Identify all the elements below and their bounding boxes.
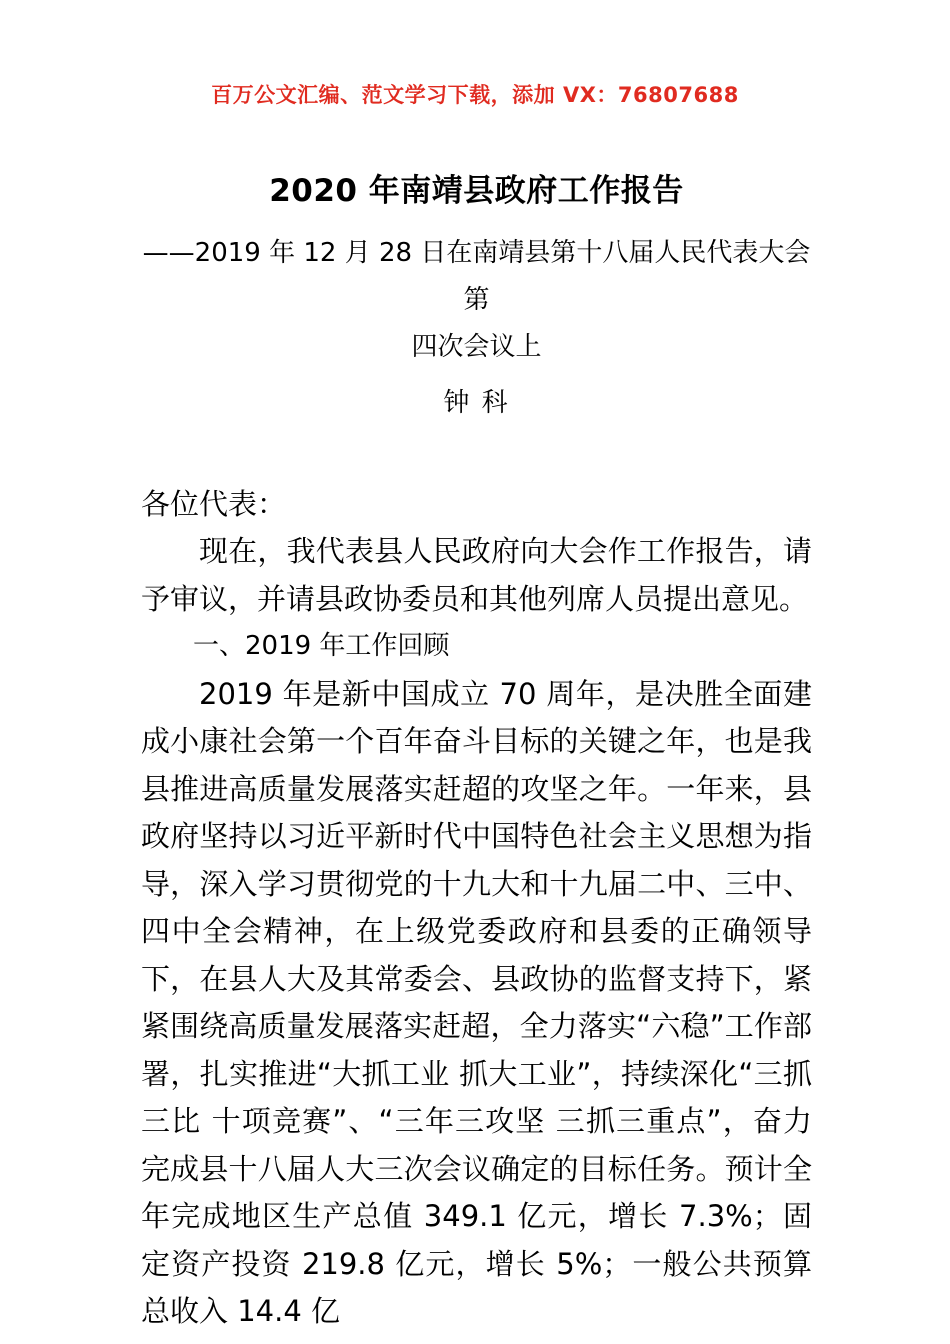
body-paragraph-intro: 现在，我代表县人民政府向大会作工作报告，请予审议，并请县政协委员和其他列席人员提出意见。 xyxy=(141,534,812,616)
subtitle-line-1: ——2019 年 12 月 28 日在南靖县第十八届人民代表大会第 xyxy=(142,238,811,315)
body-paragraph-review: 2019 年是新中国成立 70 周年，是决胜全面建成小康社会第一个百年奋斗目标的关键之年，也是我县推进高质量发展落实赶超的攻坚之年。一年来，县政府坚持以习近平新时代中国特色社会主义思想为指导，深入学习贯彻党的十九大和十九届二中、三中、四中全会精神，在上级党委政府和县委的正确领导下，在县人大及其常委会、县政协的监督支持下，紧紧围绕高质量发展落实赶超，全力落实“六稳”工作部署，扎实推进“大抓工业 抓大工业”，持续深化“三抓三比 十项竞赛”、“三年三攻坚 三抓三重点”，奋力完成县十八届人大三次会议确定的目标任务。预计全年完成地区生产总值 349.1 亿元，增长 7.3%；固定资产投资 219.8 亿元，增长 5%；一般公共预算总收入 14.4 亿 xyxy=(141,676,812,1328)
subtitle-line-2: 四次会议上 xyxy=(411,332,542,362)
page-title: 2020 年南靖县政府工作报告 xyxy=(269,173,684,209)
document-content xyxy=(141,0,812,1336)
document-subtitle xyxy=(141,230,812,371)
salutation: 各位代表： xyxy=(141,487,287,521)
section-heading-1: 一、2019 年工作回顾 xyxy=(193,631,450,661)
title-body-spacer xyxy=(141,423,812,481)
document-author: 钟 科 xyxy=(443,388,510,418)
promo-watermark-text: 百万公文汇编、范文学习下载，添加 VX：76807688 xyxy=(211,83,739,107)
